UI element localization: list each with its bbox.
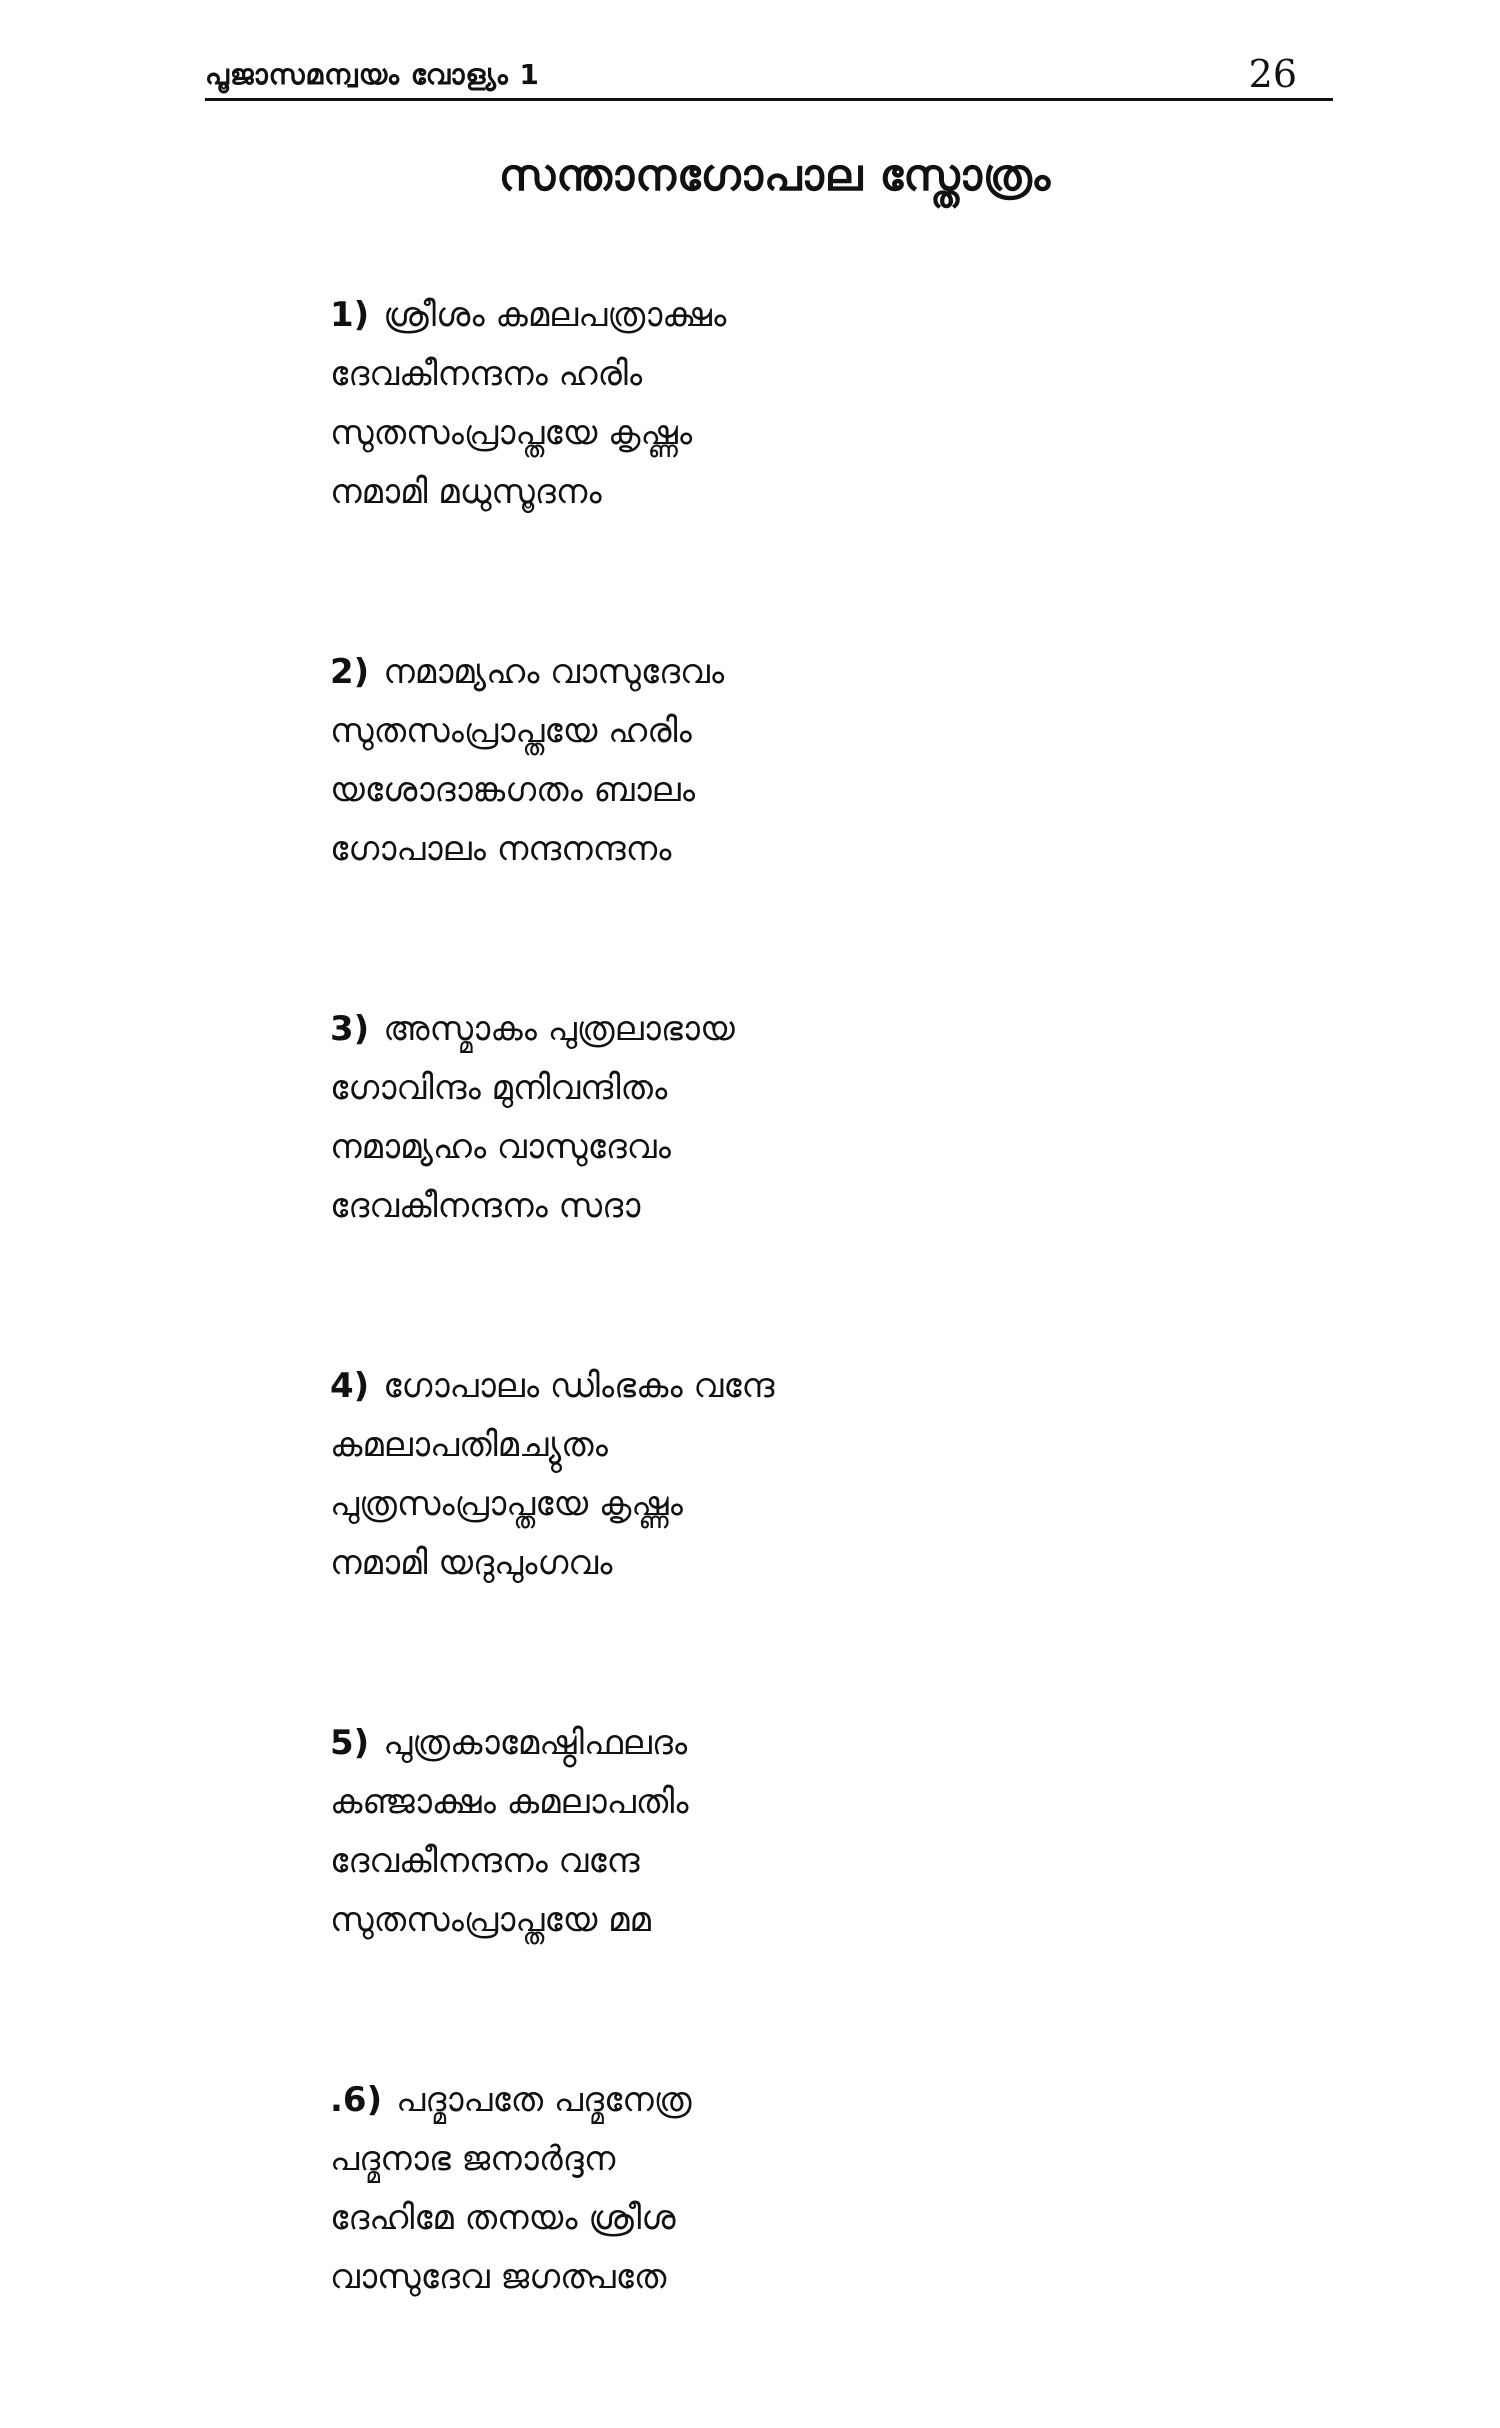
verse-line: ദേവകീനന്ദനം ഹരിം bbox=[330, 354, 643, 394]
verse-line: ദേഹിമേ തനയം ശ്രീശ bbox=[330, 2198, 676, 2238]
running-header bbox=[205, 48, 1333, 100]
verse-line: യശോദാങ്കഗതം ബാലം bbox=[330, 770, 695, 810]
verse-5 bbox=[330, 1714, 1330, 1950]
verse-1 bbox=[330, 286, 1330, 522]
verse-2 bbox=[330, 643, 1330, 879]
verse-line: കഞ്ജാക്ഷം കമലാപതിം bbox=[330, 1782, 689, 1822]
verse-line bbox=[330, 1357, 1330, 1416]
verse-line-text: പുത്രകാമേഷ്ഠിഫലദം bbox=[383, 1723, 688, 1763]
verse-list bbox=[330, 286, 1330, 2428]
verse-line: ദേവകീനന്ദനം വന്ദേ bbox=[330, 1841, 640, 1881]
verse-line: ദേവകീനന്ദനം സദാ bbox=[330, 1186, 641, 1226]
verse-line bbox=[330, 643, 1330, 702]
header-rule bbox=[205, 98, 1333, 101]
verse-6 bbox=[330, 2071, 1330, 2307]
verse-3 bbox=[330, 1000, 1330, 1236]
verse-line: ഗോവിന്ദം മുനിവന്ദിതം bbox=[330, 1068, 668, 1108]
verse-4 bbox=[330, 1357, 1330, 1593]
verse-line: പദ്മനാഭ ജനാർദ്ദന bbox=[330, 2139, 616, 2179]
verse-line-text: അസ്മാകം പുത്രലാഭായ bbox=[383, 1009, 735, 1049]
verse-line: പുത്രസംപ്രാപ്തയേ കൃഷ്ണം bbox=[330, 1484, 683, 1524]
verse-line-text: പദ്മാപതേ പദ്മനേത്ര bbox=[396, 2080, 692, 2120]
verse-line: സുതസംപ്രാപ്തയേ കൃഷ്ണം bbox=[330, 413, 693, 453]
verse-number: 3) bbox=[330, 1009, 370, 1049]
verse-line bbox=[330, 1000, 1330, 1059]
verse-line: നമാമ്യഹം വാസുദേവം bbox=[330, 1127, 671, 1167]
verse-line: കമലാപതിമച്യുതം bbox=[330, 1425, 608, 1465]
verse-line bbox=[330, 2071, 1330, 2130]
book-title: പൂജാസമന്വയം വോള്യം 1 bbox=[205, 58, 540, 91]
verse-line-text: ഗോപാലം ഡിംഭകം വന്ദേ bbox=[383, 1366, 775, 1406]
verse-line bbox=[330, 1714, 1330, 1773]
verse-line: ഗോപാലം നന്ദനന്ദനം bbox=[330, 829, 672, 869]
verse-line: സുതസംപ്രാപ്തയേ മമ bbox=[330, 1900, 651, 1940]
page-number: 26 bbox=[1248, 52, 1297, 96]
verse-number: 2) bbox=[330, 652, 370, 692]
verse-line: നമാമി മധുസൂദനം bbox=[330, 472, 602, 512]
verse-number: 4) bbox=[330, 1366, 370, 1406]
verse-line: നമാമി യദുപുംഗവം bbox=[330, 1543, 613, 1583]
poem-title: സന്താനഗോപാല സ്തോത്രം bbox=[498, 150, 1052, 201]
verse-line: സുതസംപ്രാപ്തയേ ഹരിം bbox=[330, 711, 692, 751]
verse-line bbox=[330, 286, 1330, 345]
verse-number: 1) bbox=[330, 295, 370, 335]
verse-line: വാസുദേവ ജഗത്പതേ bbox=[330, 2257, 667, 2297]
verse-line-text: ശ്രീശം കമലപത്രാക്ഷം bbox=[383, 295, 727, 335]
verse-line-text: നമാമ്യഹം വാസുദേവം bbox=[383, 652, 725, 692]
verse-number: .6) bbox=[330, 2080, 383, 2120]
verse-number: 5) bbox=[330, 1723, 370, 1763]
